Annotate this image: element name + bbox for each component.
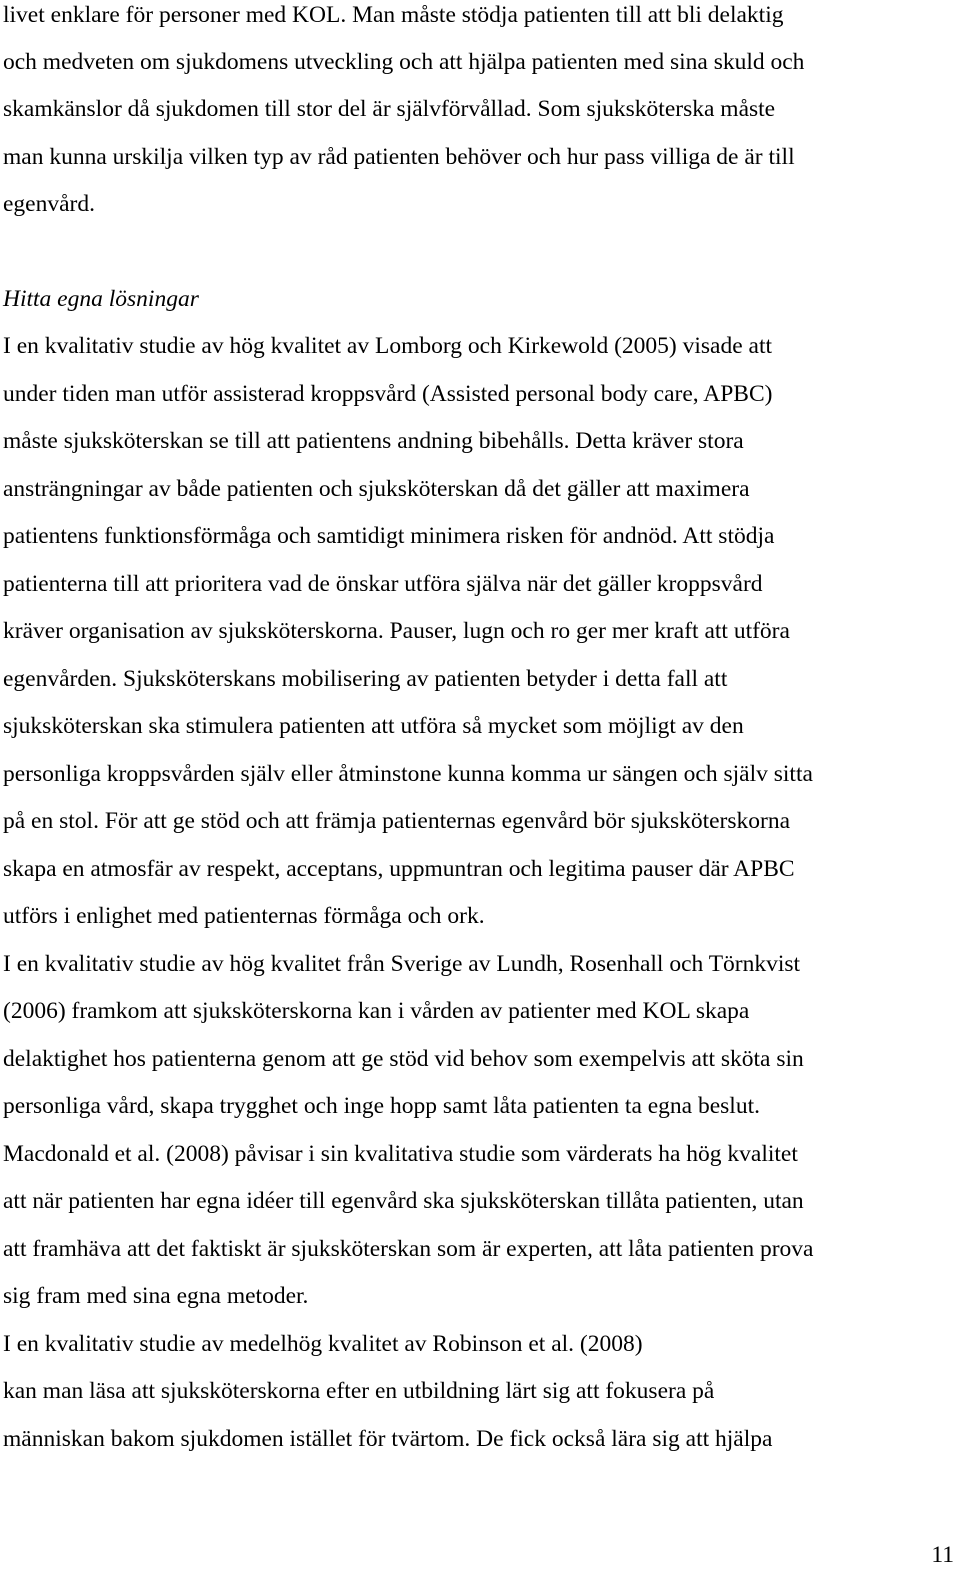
text-line: I en kvalitativ studie av medelhög kvalitet av Robinson et al. (2008) xyxy=(3,1331,643,1357)
text-line: patienterna till att prioritera vad de önskar utföra själva när det gäller kroppsvård xyxy=(3,571,763,597)
text-line: ansträngningar av både patienten och sjuksköterskan då det gäller att maximera xyxy=(3,476,750,502)
text-line: Macdonald et al. (2008) påvisar i sin kvalitativa studie som värderats ha hög kvalitet xyxy=(3,1141,798,1167)
text-line: kräver organisation av sjuksköterskorna. Pauser, lugn och ro ger mer kraft att utföra xyxy=(3,618,790,644)
text-line: utförs i enlighet med patienternas förmåga och ork. xyxy=(3,903,485,929)
page-number: 11 xyxy=(931,1542,954,1568)
text-line: (2006) framkom att sjuksköterskorna kan i vården av patienter med KOL skapa xyxy=(3,998,750,1024)
text-line: delaktighet hos patienterna genom att ge stöd vid behov som exempelvis att sköta sin xyxy=(3,1046,804,1072)
text-line: sjuksköterskan ska stimulera patienten att utföra så mycket som möjligt av den xyxy=(3,713,744,739)
text-line: personliga kroppsvården själv eller åtminstone kunna komma ur sängen och själv sitta xyxy=(3,761,813,787)
text-line: att när patienten har egna idéer till egenvård ska sjuksköterskan tillåta patienten, utan xyxy=(3,1188,804,1214)
text-line: skapa en atmosfär av respekt, acceptans, uppmuntran och legitima pauser där APBC xyxy=(3,856,795,882)
text-line: och medveten om sjukdomens utveckling och att hjälpa patienten med sina skuld och xyxy=(3,49,805,75)
text-line: livet enklare för personer med KOL. Man måste stödja patienten till att bli delaktig xyxy=(3,2,784,28)
text-line: sig fram med sina egna metoder. xyxy=(3,1283,309,1309)
text-line: på en stol. För att ge stöd och att främja patienternas egenvård bör sjuksköterskorna xyxy=(3,808,791,834)
text-line: måste sjuksköterskan se till att patientens andning bibehålls. Detta kräver stora xyxy=(3,428,744,454)
text-line: egenvården. Sjuksköterskans mobilisering av patienten betyder i detta fall att xyxy=(3,666,728,692)
text-line: personliga vård, skapa trygghet och inge hopp samt låta patienten ta egna beslut. xyxy=(3,1093,760,1119)
text-line: att framhäva att det faktiskt är sjuksköterskan som är experten, att låta patienten prova xyxy=(3,1236,814,1262)
text-line: man kunna urskilja vilken typ av råd patienten behöver och hur pass villiga de är till xyxy=(3,144,795,170)
text-line: I en kvalitativ studie av hög kvalitet från Sverige av Lundh, Rosenhall och Törnkvist xyxy=(3,951,801,977)
text-line: I en kvalitativ studie av hög kvalitet av Lomborg och Kirkewold (2005) visade att xyxy=(3,333,773,359)
text-line: kan man läsa att sjuksköterskorna efter en utbildning lärt sig att fokusera på xyxy=(3,1378,715,1404)
text-line: patientens funktionsförmåga och samtidigt minimera risken för andnöd. Att stödja xyxy=(3,523,775,549)
text-line: människan bakom sjukdomen istället för tvärtom. De fick också lära sig att hjälpa xyxy=(3,1426,773,1452)
section-heading: Hitta egna lösningar xyxy=(3,286,199,312)
text-line: egenvård. xyxy=(3,191,95,217)
text-line: skamkänslor då sjukdomen till stor del är självförvållad. Som sjuksköterska måste xyxy=(3,96,776,122)
text-line: under tiden man utför assisterad kroppsvård (Assisted personal body care, APBC) xyxy=(3,381,773,407)
